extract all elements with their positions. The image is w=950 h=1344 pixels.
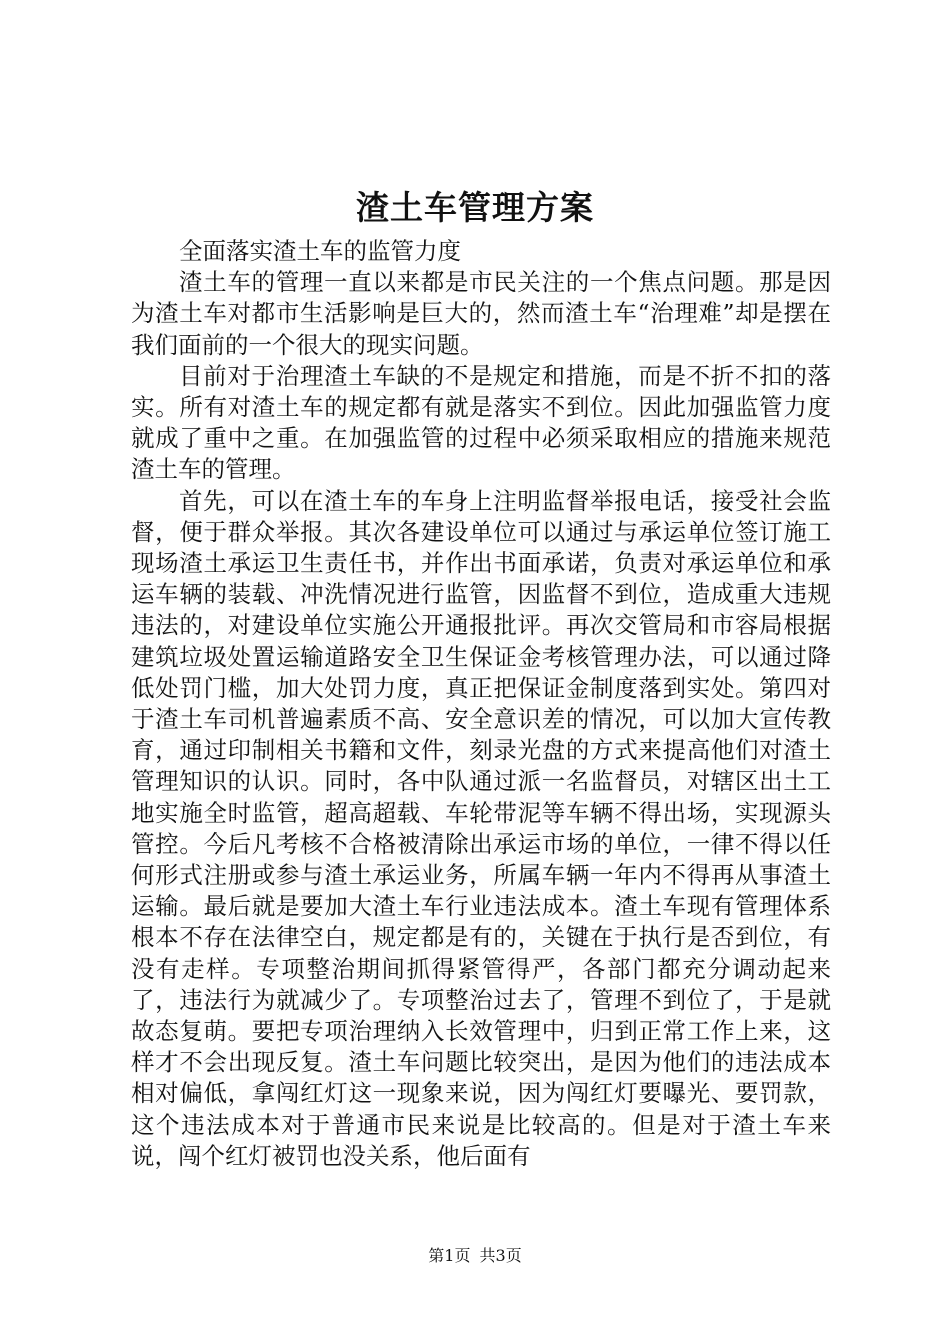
paragraph-subtitle: 全面落实渣土车的监管力度 [179,237,461,265]
page-number: 第1页 [428,1246,471,1265]
paragraph-intro: 渣土车的管理一直以来都是市民关注的一个焦点问题。那是因为渣土车对都市生活影响是巨大的，然而渣土车“治理难”却是摆在我们面前的一个很大的现实问题。 [131,268,831,359]
document-title: 渣土车管理方案 [356,188,594,227]
page-total: 共3页 [479,1246,522,1265]
page-footer [0,1246,950,1266]
paragraph-measures: 首先，可以在渣土车的车身上注明监督举报电话，接受社会监督，便于群众举报。其次各建设单位可以通过与承运单位签订施工现场渣土承运卫生责任书，并作出书面承诺，负责对承运单位和承运车辆的装载、冲洗情况进行监管，因监督不到位，造成重大违规违法的，对建设单位实施公开通报批评。再次交管局和市容局根据建筑垃圾处置运输道路安全卫生保证金考核管理办法，可以通过降低处罚门槛，加大处罚力度，真正把保证金制度落到实处。第四对于渣土车司机普遍素质不高、安全意识差的情况，可以加大宣传教育，通过印制相关书籍和文件，刻录光盘的方式来提高他们对渣土管理知识的认识。同时，各中队通过派一名监督员，对辖区出土工地实施全时监管，超高超载、车轮带泥等车辆不得出场，实现源头管控。今后凡考核不合格被清除出承运市场的单位，一律不得以任何形式注册或参与渣土承运业务，所属车辆一年内不得再从事渣土运输。最后就是要加大渣土车行业违法成本。渣土车现有管理体系根本不存在法律空白，规定都是有的，关键在于执行是否到位，有没有走样。专项整治期间抓得紧管得严，各部门都充分调动起来了，违法行为就减少了。专项整治过去了，管理不到位了，于是就故态复萌。要把专项治理纳入长效管理中，归到正常工作上来，这样才不会出现反复。渣土车问题比较突出，是因为他们的违法成本相对偏低，拿闯红灯这一现象来说，因为闯红灯要曝光、要罚款，这个违法成本对于普通市民来说是比较高的。但是对于渣土车来说，闯个红灯被罚也没关系，他后面有 [131,486,831,1170]
paragraph-current-status: 目前对于治理渣土车缺的不是规定和措施，而是不折不扣的落实。所有对渣土车的规定都有就是落实不到位。因此加强监管力度就成了重中之重。在加强监管的过程中必须采取相应的措施来规范渣土车的管理。 [131,361,831,484]
document-body [131,236,831,1172]
